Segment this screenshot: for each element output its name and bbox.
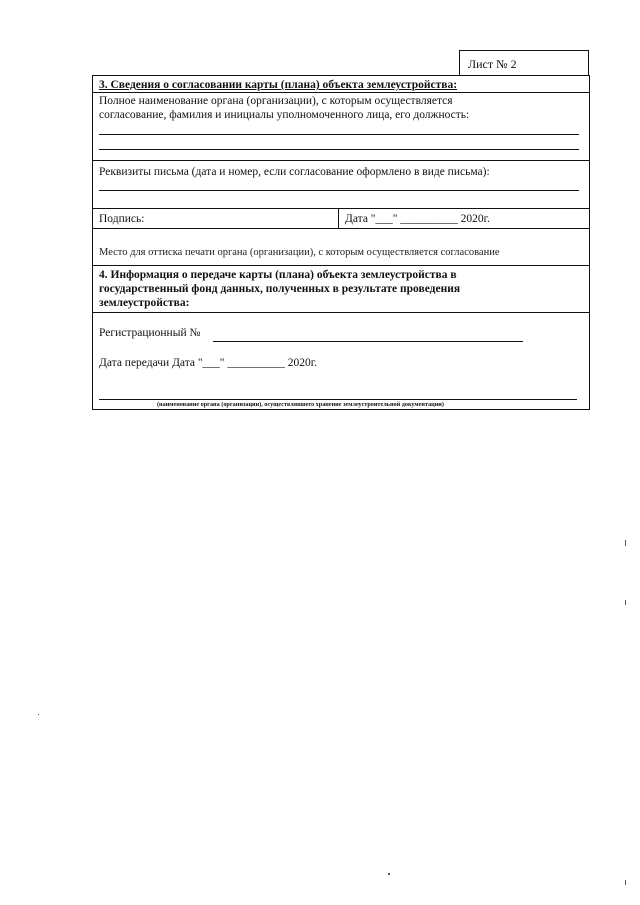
scan-speck (38, 714, 39, 715)
letter-details-label: Реквизиты письма (дата и номер, если согласование оформлено в виде письма): (99, 166, 490, 178)
org-name-label-line1: Полное наименование органа (организации), с которым осуществляется (99, 95, 453, 107)
scan-speck (388, 873, 390, 875)
org-name-field-line1[interactable] (99, 134, 579, 135)
sheet-number: Лист № 2 (459, 50, 589, 76)
section4-title-line3: землеустройства: (99, 297, 190, 309)
section3-title: 3. Сведения о согласовании карты (плана) объекта землеустройства: (99, 79, 458, 91)
divider (93, 265, 589, 266)
letter-details-field[interactable] (99, 190, 579, 191)
section4-title-line2: государственный фонд данных, полученных в результате проведения (99, 283, 461, 295)
org-name-label-line2: согласование, фамилия и инициалы уполномоченного лица, его должность: (99, 109, 470, 121)
divider (93, 228, 589, 229)
approval-form (92, 75, 590, 410)
scan-speck (625, 540, 626, 546)
organization-field[interactable] (99, 399, 577, 400)
approval-date: Дата "___" __________ 2020г. (345, 213, 490, 225)
org-name-field-line2[interactable] (99, 149, 579, 150)
divider (93, 312, 589, 313)
transfer-date: Дата передачи Дата "___" __________ 2020г. (99, 357, 318, 369)
stamp-place-label: Место для оттиска печати органа (организации), с которым осуществляется согласование (99, 247, 500, 258)
registration-label: Регистрационный № (99, 327, 201, 339)
scan-speck (625, 600, 626, 605)
scan-speck (625, 880, 626, 885)
divider (93, 208, 589, 209)
registration-field[interactable] (213, 341, 523, 342)
divider (93, 92, 589, 93)
divider (93, 160, 589, 161)
divider (338, 208, 339, 228)
organization-caption: (наименование органа (организации), осуществлявшего хранение землеустроительной документации) (157, 401, 444, 408)
section4-title-line1: 4. Информация о передаче карты (плана) объекта землеустройства в (99, 269, 457, 281)
signature-label: Подпись: (99, 213, 145, 225)
